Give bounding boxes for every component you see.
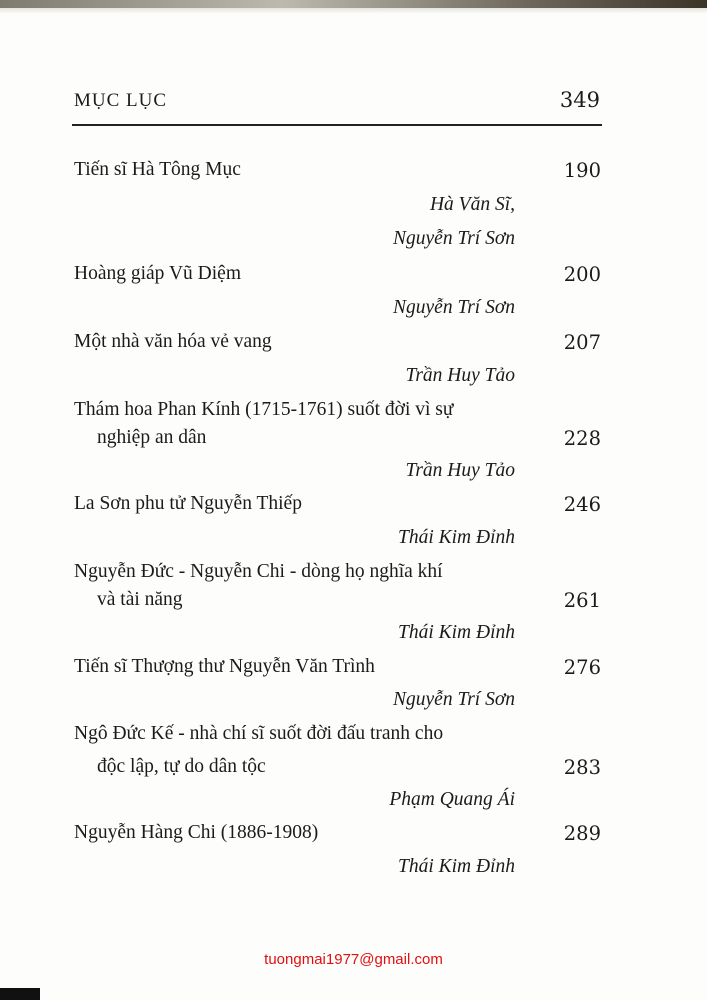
toc-entry-page: 200 [563,263,601,286]
toc-entry-title: Hoàng giáp Vũ Diệm [74,263,241,284]
toc-entry-page: 228 [563,427,601,450]
toc-entry-title: Ngô Đức Kế - nhà chí sĩ suốt đời đấu tranh cho [74,723,444,744]
toc-entry-author: Phạm Quang Ái [389,789,515,810]
page-bottom-edge [0,988,40,1000]
header-page-number: 349 [559,88,600,112]
toc-entry-author: Nguyễn Trí Sơn [393,228,515,249]
header-rule [72,124,602,126]
toc-entry-title: Một nhà văn hóa vẻ vang [74,331,272,352]
footer-email-link[interactable]: tuongmai1977@gmail.com [264,951,443,968]
toc-entry-author: Nguyễn Trí Sơn [393,297,515,318]
toc-entry-author: Thái Kim Đỉnh [397,856,515,877]
toc-entry-title-continuation: nghiệp an dân [97,427,207,448]
toc-entry-title-continuation: độc lập, tự do dân tộc [97,756,266,777]
toc-entry-title: La Sơn phu tử Nguyễn Thiếp [74,493,302,514]
page-top-edge [0,0,707,8]
toc-entry-author: Trần Huy Tảo [405,365,515,386]
toc-entry-title: Tiến sĩ Hà Tông Mục [74,159,241,180]
toc-entry-author: Trần Huy Tảo [405,460,515,481]
toc-entry-author: Thái Kim Đỉnh [397,527,515,548]
toc-entry-title: Thám hoa Phan Kính (1715-1761) suốt đời vì sự [74,399,454,420]
toc-entry-page: 276 [563,656,601,679]
toc-entry-page: 261 [563,589,601,612]
toc-entry-page: 207 [563,331,601,354]
toc-entry-author: Nguyễn Trí Sơn [393,689,515,710]
toc-entry-title: Nguyễn Hàng Chi (1886-1908) [74,822,319,843]
header-title: MỤC LỤC [74,90,168,111]
toc-entry-page: 190 [563,159,601,182]
toc-entry-author: Thái Kim Đỉnh [397,622,515,643]
toc-entry-page: 289 [563,822,601,845]
toc-entry-title: Tiến sĩ Thượng thư Nguyễn Văn Trình [74,656,375,677]
page-header [74,90,600,122]
toc-entry-page: 246 [563,493,601,516]
toc-entry-author: Hà Văn Sĩ, [429,194,515,215]
toc-entry-title-continuation: và tài năng [97,589,183,610]
toc-entry-title: Nguyễn Đức - Nguyễn Chi - dòng họ nghĩa khí [74,561,443,582]
toc-entry-page: 283 [563,756,601,779]
